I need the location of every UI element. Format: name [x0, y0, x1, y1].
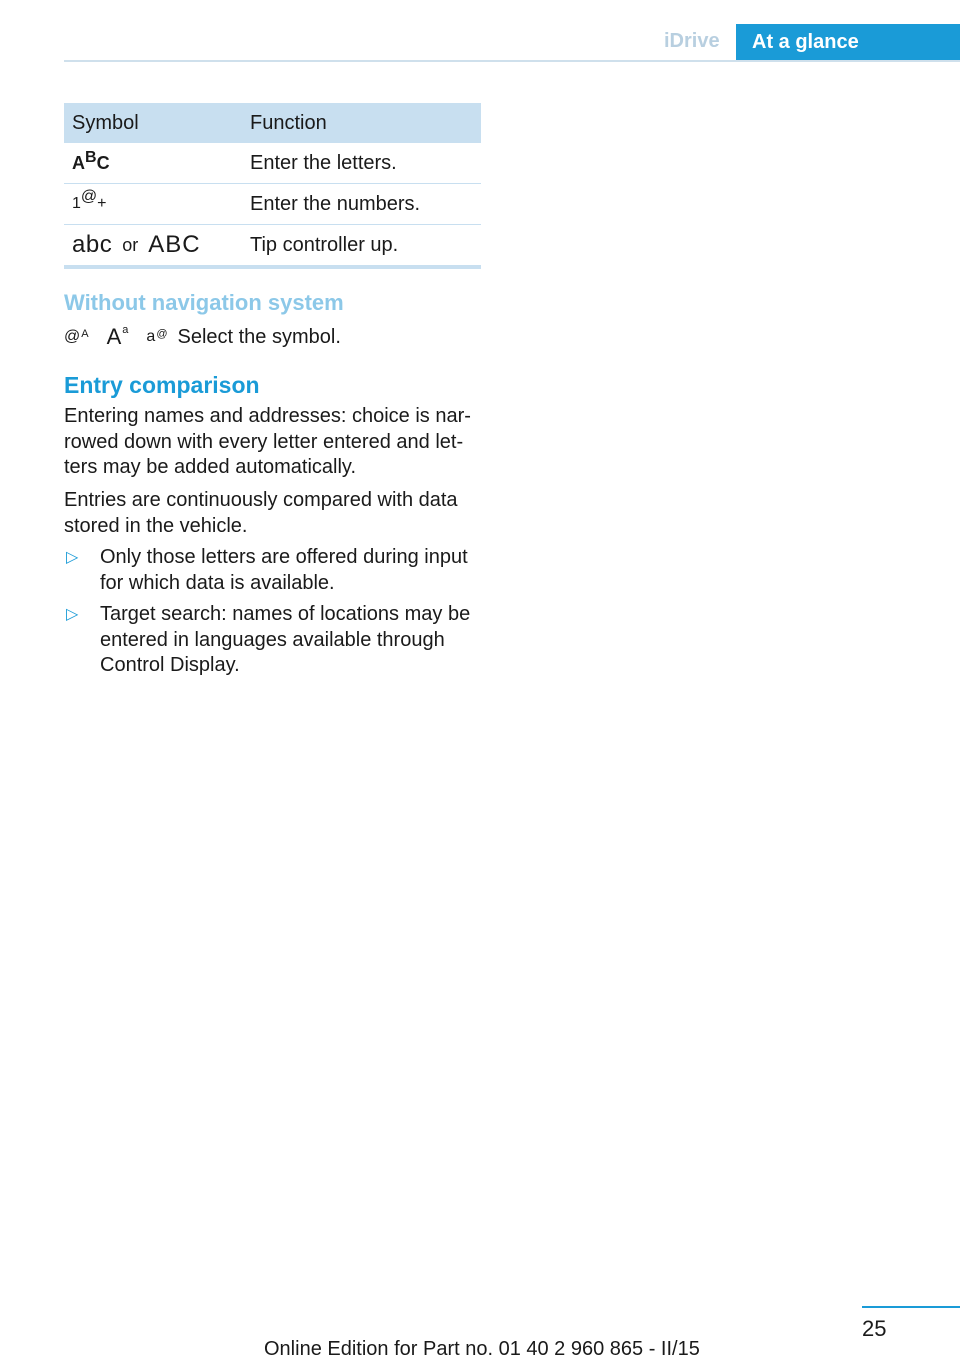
header-rule [64, 60, 960, 62]
bullet-triangle-icon: ▷ [66, 549, 79, 566]
table-row [64, 225, 481, 269]
list-item [64, 602, 484, 679]
col-symbol-header: Symbol [72, 111, 139, 134]
lowercase-abc-icon: abc [72, 231, 113, 258]
select-symbol-line [64, 323, 341, 351]
letters-symbol-icon: ABC [72, 148, 110, 173]
lowercase-at-sign-icon: a @ [146, 328, 168, 345]
uppercase-abc-icon: ABC [148, 231, 201, 258]
col-function-header: Function [250, 111, 327, 134]
symbol-table [64, 103, 481, 269]
or-label: or [122, 234, 139, 255]
table-row [64, 184, 481, 225]
numbers-symbol-icon: 1@+ [72, 188, 107, 212]
bullet-list [64, 545, 484, 685]
header-section-title: iDrive [664, 30, 720, 52]
footer-rule [862, 1306, 960, 1308]
bullet-triangle-icon: ▷ [66, 606, 79, 623]
select-symbol-text: Select the symbol. [177, 325, 341, 348]
entry-comparison-heading: Entry comparison [64, 372, 260, 398]
page-number: 25 [862, 1316, 887, 1341]
without-navigation-heading: Without navigation system [64, 290, 344, 315]
at-sign-uppercase-icon: @ A [64, 328, 89, 345]
list-item-text: Target search: names of locations may be entered in languages available through Control Display. [100, 603, 471, 676]
paragraph: Entering names and addresses: choice is nar‐rowed down with every letter entered and let‐ters may be added automatically. [64, 405, 471, 478]
edition-footer: Online Edition for Part no. 01 40 2 960 865 - II/15 [264, 1338, 700, 1360]
table-header [64, 103, 481, 143]
function-text: Enter the letters. [250, 151, 397, 174]
header-chapter-tab: At a glance [736, 24, 960, 62]
function-text: Enter the numbers. [250, 192, 421, 215]
uppercase-lowercase-icon: A $^a$ [106, 324, 129, 349]
list-item-text: Only those letters are offered during input for which data is available. [100, 546, 468, 594]
list-item [64, 545, 484, 596]
table-row [64, 143, 481, 184]
paragraph: Entries are continuously compared with data stored in the vehicle. [64, 489, 458, 537]
function-text: Tip controller up. [250, 233, 399, 256]
